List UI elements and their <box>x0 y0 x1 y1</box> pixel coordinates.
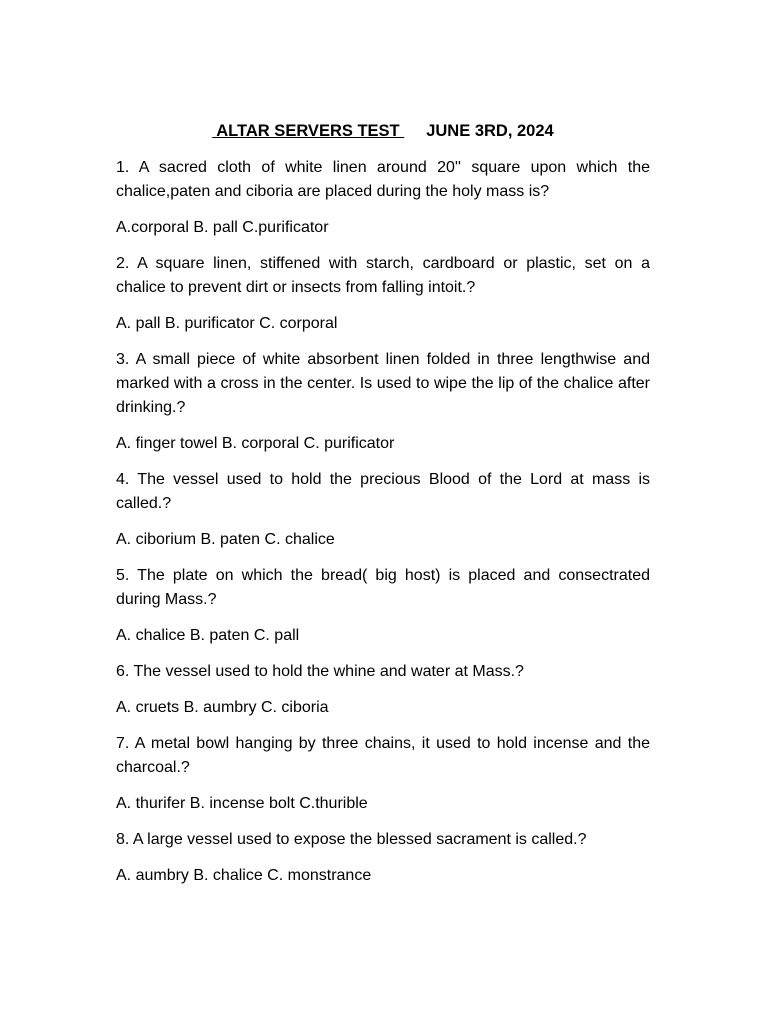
test-date: JUNE 3RD, 2024 <box>426 122 554 140</box>
question-options: A. aumbry B. chalice C. monstrance <box>116 867 372 884</box>
question-7 <box>116 732 650 816</box>
question-text: 7. A metal bowl hanging by three chains, it used to hold incense and the charcoal.? <box>116 735 650 776</box>
question-2 <box>116 252 650 336</box>
question-text: 1. A sacred cloth of white linen around 20'' square upon which the chalice,paten and ciboria are placed during the holy mass is? <box>116 159 650 200</box>
question-6 <box>116 660 650 720</box>
question-options: A. thurifer B. incense bolt C.thurible <box>116 795 368 812</box>
question-8 <box>116 828 650 888</box>
document-page <box>116 120 650 900</box>
document-title <box>116 120 650 142</box>
question-options: A. ciborium B. paten C. chalice <box>116 531 335 548</box>
question-text: 2. A square linen, stiffened with starch, cardboard or plastic, set on a chalice to prevent dirt or insects from falling intoit.? <box>116 255 650 296</box>
question-options: A. pall B. purificator C. corporal <box>116 315 338 332</box>
question-options: A. finger towel B. corporal C. purificator <box>116 435 395 452</box>
question-text: 8. A large vessel used to expose the blessed sacrament is called.? <box>116 831 587 848</box>
question-options: A. cruets B. aumbry C. ciboria <box>116 699 329 716</box>
question-options: A. chalice B. paten C. pall <box>116 627 300 644</box>
question-5 <box>116 564 650 648</box>
question-4 <box>116 468 650 552</box>
question-text: 5. The plate on which the bread( big host) is placed and consectrated during Mass.? <box>116 567 650 608</box>
question-3 <box>116 348 650 456</box>
question-1 <box>116 156 650 240</box>
question-options: A.corporal B. pall C.purificator <box>116 219 329 236</box>
question-text: 4. The vessel used to hold the precious Blood of the Lord at mass is called.? <box>116 471 650 512</box>
question-text: 6. The vessel used to hold the whine and water at Mass.? <box>116 663 524 680</box>
question-text: 3. A small piece of white absorbent linen folded in three lengthwise and marked with a cross in the center. Is used to wipe the lip of the chalice after drinking.? <box>116 351 650 416</box>
test-title: ALTAR SERVERS TEST <box>212 122 405 140</box>
